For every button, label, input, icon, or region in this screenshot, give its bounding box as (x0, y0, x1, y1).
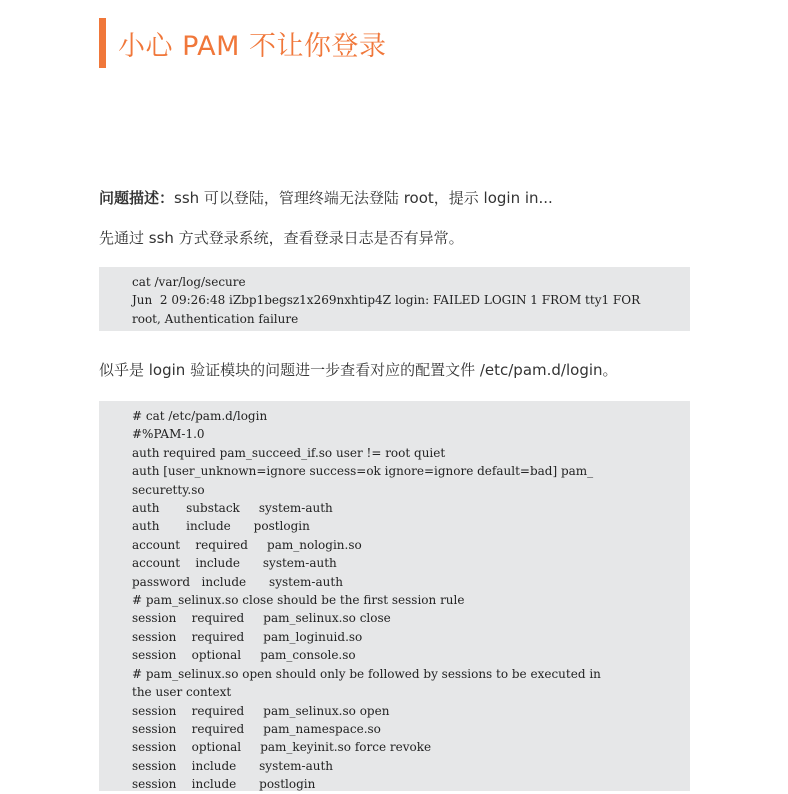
code-line: # cat /etc/pam.d/login (132, 409, 268, 423)
code-line: #%PAM-1.0 (132, 427, 205, 442)
code-line: root, Authentication failure (132, 311, 299, 326)
code-line: session include postlogin (132, 777, 316, 792)
code-line: session optional pam_console.so (132, 648, 356, 663)
heading-accent-bar (99, 18, 106, 68)
code-line: auth required pam_succeed_if.so user != root quiet (132, 445, 446, 460)
code-line: auth [user_unknown=ignore success=ok ignore=ignore default=bad] pam_ (132, 464, 594, 479)
problem-text: ssh 可以登陆，管理终端无法登陆 root，提示 login in... (174, 189, 553, 207)
problem-label: 问题描述： (99, 189, 175, 207)
code-line: session required pam_namespace.so (132, 721, 381, 736)
step-1-paragraph: 先通过 ssh 方式登录系统，查看登录日志是否有异常。 (99, 229, 464, 247)
code-line: session required pam_selinux.so close (132, 611, 391, 626)
code-line: auth include postlogin (132, 519, 310, 534)
code-line: account include system-auth (132, 556, 337, 571)
section-heading (99, 18, 387, 68)
code-line: password include system-auth (132, 574, 343, 589)
code-line: # pam_selinux.so open should only be followed by sessions to be executed in (132, 666, 601, 681)
code-line: auth substack system-auth (132, 501, 333, 516)
code-line: session required pam_loginuid.so (132, 629, 363, 644)
code-line: cat /var/log/secure (132, 275, 246, 289)
step-2-paragraph: 似乎是 login 验证模块的问题进一步查看对应的配置文件 /etc/pam.d/login。 (99, 361, 618, 379)
code-line: securetty.so (132, 482, 205, 497)
problem-description (99, 187, 553, 208)
code-block-pam-login (99, 401, 690, 791)
page-title: 小心 PAM 不让你登录 (118, 30, 387, 62)
code-line: Jun 2 09:26:48 iZbp1begsz1x269nxhtip4Z login: FAILED LOGIN 1 FROM tty1 FOR (132, 293, 641, 308)
code-line: session include system-auth (132, 758, 334, 773)
code-line: session optional pam_keyinit.so force revoke (132, 740, 432, 755)
code-line: account required pam_nologin.so (132, 537, 362, 552)
code-block-secure-log (99, 267, 690, 331)
code-line: the user context (132, 685, 232, 700)
code-line: session required pam_selinux.so open (132, 703, 390, 718)
code-line: # pam_selinux.so close should be the first session rule (132, 593, 465, 608)
